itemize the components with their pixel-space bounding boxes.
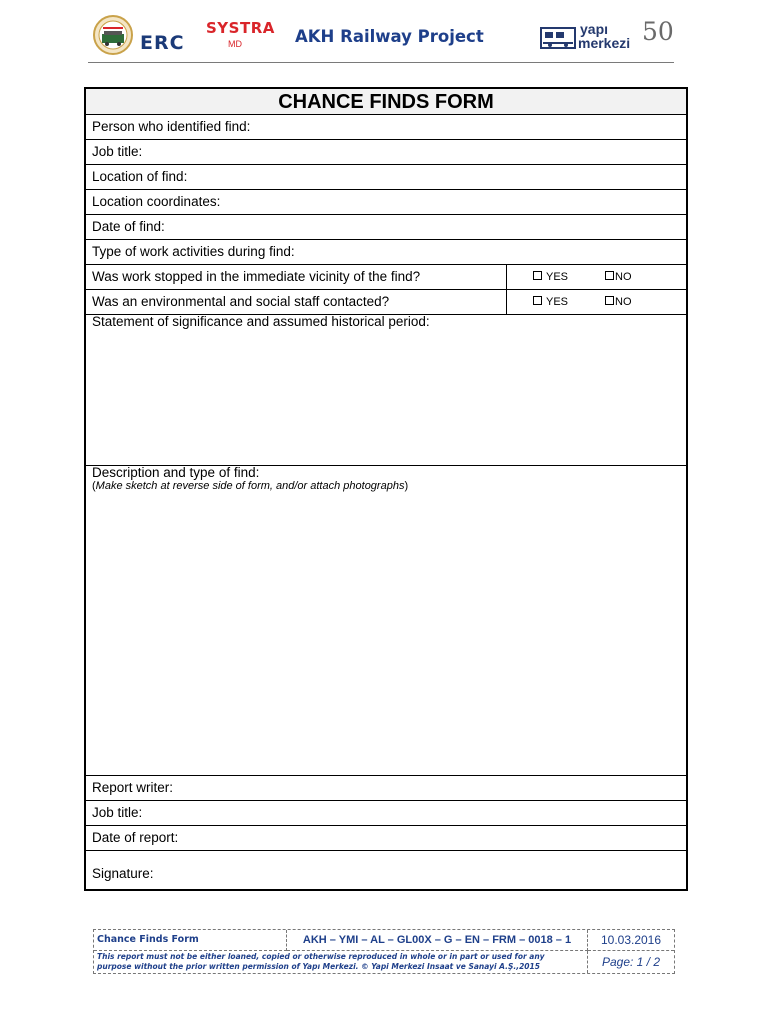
yapi-merkezi-logo	[540, 17, 674, 58]
work-stopped-no-option[interactable]	[605, 265, 632, 289]
work-stopped-options	[507, 265, 686, 289]
systra-name: SYSTRA	[206, 19, 275, 37]
description-note-text: Make sketch at reverse side of form, and/or attach photographs	[95, 480, 405, 492]
systra-sub: MD	[228, 39, 242, 49]
signature-label: Signature:	[92, 866, 154, 881]
checkbox-icon[interactable]	[605, 296, 614, 305]
merkezi-text: merkezi	[578, 35, 631, 51]
field-coordinates-label: Location coordinates:	[92, 194, 221, 209]
field-report-writer[interactable]	[86, 776, 686, 801]
field-date[interactable]	[86, 215, 686, 240]
description-note: (Make sketch at reverse side of form, and/or attach photographs)	[92, 480, 409, 492]
footer-doc-code: AKH – YMI – AL – GL00X – G – EN – FRM – 0018 – 1	[287, 930, 588, 951]
field-coordinates[interactable]	[86, 190, 686, 215]
question-staff-contacted-label: Was an environmental and social staff contacted?	[86, 290, 507, 314]
report-job-title-label: Job title:	[92, 805, 143, 820]
train-icon	[540, 26, 576, 50]
field-work-type[interactable]	[86, 240, 686, 265]
field-report-date[interactable]	[86, 826, 686, 851]
field-location[interactable]	[86, 165, 686, 190]
field-job-title-label: Job title:	[92, 144, 143, 159]
no-label: NO	[615, 271, 632, 283]
checkbox-icon[interactable]	[533, 271, 542, 280]
systra-logo	[206, 19, 275, 49]
legal-line-2: purpose without the prior written permission of Yapı Merkezi. © Yapi Merkezi Insaat ve Sanayi A.Ş.,2015	[97, 962, 540, 971]
staff-contacted-no-option[interactable]	[605, 290, 632, 314]
description-label: Description and type of find:	[92, 465, 260, 480]
significance-label: Statement of significance and assumed historical period:	[92, 314, 430, 329]
report-date-label: Date of report:	[92, 830, 179, 845]
field-job-title[interactable]	[86, 140, 686, 165]
field-signature[interactable]	[86, 851, 686, 898]
field-location-label: Location of find:	[92, 169, 188, 184]
question-work-stopped-label: Was work stopped in the immediate vicinity of the find?	[86, 265, 507, 289]
field-person[interactable]	[86, 115, 686, 140]
report-writer-label: Report writer:	[92, 780, 174, 795]
footer-page-number: Page: 1 / 2	[601, 955, 661, 969]
no-label: NO	[615, 296, 632, 308]
project-title: AKH Railway Project	[295, 27, 484, 46]
footer-date: 10.03.2016	[588, 930, 674, 951]
footer-legal-notice	[94, 951, 588, 973]
yes-label: YES	[546, 296, 569, 308]
footer-doc-title: Chance Finds Form	[94, 930, 287, 951]
checkbox-icon[interactable]	[533, 296, 542, 305]
question-staff-contacted	[86, 290, 686, 315]
field-date-label: Date of find:	[92, 219, 165, 234]
staff-contacted-yes-option[interactable]	[533, 290, 605, 314]
legal-line-1: This report must not be either loaned, copied or otherwise reproduced in whole or in part or used for any	[97, 952, 545, 961]
checkbox-icon[interactable]	[605, 271, 614, 280]
description-area[interactable]	[86, 466, 686, 776]
work-stopped-yes-option[interactable]	[533, 265, 605, 289]
staff-contacted-options	[507, 290, 686, 314]
anniversary-50: 50	[642, 17, 674, 46]
chance-finds-form	[84, 87, 688, 891]
field-work-type-label: Type of work activities during find:	[92, 244, 295, 259]
question-work-stopped	[86, 265, 686, 290]
field-report-job-title[interactable]	[86, 801, 686, 826]
field-person-label: Person who identified find:	[92, 119, 251, 134]
erc-seal-logo	[93, 15, 133, 55]
yes-label: YES	[546, 271, 569, 283]
document-footer	[93, 929, 675, 974]
page-header	[88, 12, 674, 63]
form-title: CHANCE FINDS FORM	[86, 89, 686, 115]
erc-logo-text: ERC	[140, 32, 185, 54]
yapi-text: yapı	[580, 21, 609, 37]
significance-area[interactable]	[86, 315, 686, 466]
